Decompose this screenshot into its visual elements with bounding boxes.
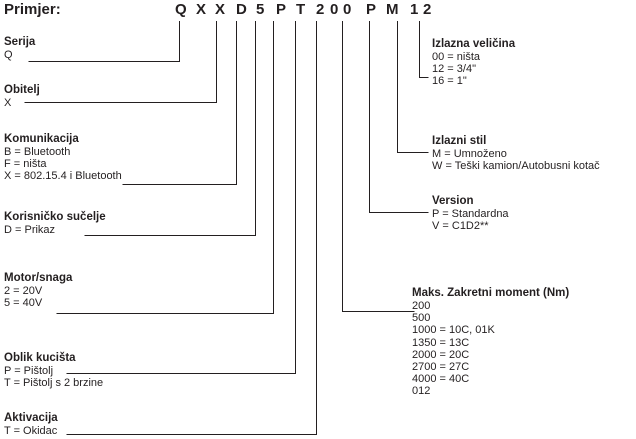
section-aktivacija-line: T = Okidac: [4, 425, 58, 437]
section-moment-line: 4000 = 40C: [412, 373, 470, 386]
section-komunikacija-line: B = Bluetooth: [4, 146, 71, 158]
section-izlazna-line: 00 = ništa: [432, 51, 481, 63]
section-aktivacija: [4, 412, 58, 437]
section-komunikacija-line: F = ništa: [4, 158, 47, 171]
code-char-t: T: [296, 1, 306, 18]
code-char-p2: P: [366, 1, 377, 18]
section-serija-line: Q: [4, 49, 13, 61]
example-heading: Primjer:: [4, 1, 61, 18]
code-char-p: P: [276, 1, 287, 18]
code-char-x1: X: [196, 1, 207, 18]
section-moment-line: 1000 = 10C, 01K: [412, 324, 495, 337]
line-serija: [29, 21, 180, 62]
section-obitelj: [4, 84, 40, 109]
section-obitelj-line: X: [4, 97, 12, 109]
section-moment-line: 500: [412, 312, 431, 325]
section-oblik-line: P = Pištolj: [4, 365, 54, 377]
section-komunikacija-title: Komunikacija: [4, 133, 79, 145]
section-serija: [4, 36, 35, 61]
section-stil: [432, 135, 600, 172]
section-aktivacija-title: Aktivacija: [4, 412, 58, 424]
code-char-2a: 2: [316, 1, 325, 18]
section-komunikacija-line: X = 802.15.4 i Bluetooth: [4, 170, 122, 183]
section-version: [432, 195, 509, 232]
section-motor-title: Motor/snaga: [4, 272, 73, 284]
section-moment-line: 012: [412, 385, 431, 398]
section-korisnicko-line: D = Prikaz: [4, 224, 56, 236]
code-char-2b: 2: [423, 1, 432, 18]
line-izlazna: [420, 21, 429, 78]
section-korisnicko: [4, 211, 106, 236]
section-izlazna-line: 12 = 3/4": [432, 63, 476, 76]
section-moment-title: Maks. Zakretni moment (Nm): [412, 287, 570, 299]
section-serija-title: Serija: [4, 36, 36, 48]
section-moment: [412, 287, 569, 398]
line-stil: [398, 21, 429, 153]
code-char-m: M: [386, 1, 399, 18]
line-moment: [343, 21, 415, 312]
code-char-0b: 0: [343, 1, 352, 18]
section-obitelj-title: Obitelj: [4, 84, 40, 96]
section-oblik-line: T = Pištolj s 2 brzine: [4, 377, 104, 390]
section-moment-line: 2000 = 20C: [412, 348, 470, 361]
section-izlazna: [432, 38, 515, 88]
section-oblik-title: Oblik kucišta: [4, 352, 76, 364]
section-version-line: P = Standardna: [432, 208, 509, 220]
section-stil-title: Izlazni stil: [432, 135, 487, 147]
section-oblik: [4, 352, 103, 389]
code-char-d: D: [236, 1, 247, 18]
section-korisnicko-title: Korisničko sučelje: [4, 211, 106, 223]
section-motor-line: 2 = 20V: [4, 285, 43, 297]
line-korisnicko: [85, 21, 256, 236]
section-izlazna-title: Izlazna veličina: [432, 38, 516, 50]
section-version-title: Version: [432, 195, 474, 207]
code-char-5: 5: [256, 1, 265, 18]
section-motor: [4, 272, 72, 309]
code-char-q: Q: [175, 1, 187, 18]
section-izlazna-line: 16 = 1": [432, 75, 467, 88]
section-moment-line: 1350 = 13C: [412, 336, 470, 349]
section-version-line: V = C1D2**: [432, 220, 489, 233]
section-komunikacija: [4, 133, 122, 183]
code-char-x2: X: [215, 1, 226, 18]
section-moment-line: 2700 = 27C: [412, 361, 470, 374]
code-char-1: 1: [410, 1, 419, 18]
line-oblik: [67, 21, 296, 374]
section-motor-line: 5 = 40V: [4, 297, 43, 310]
section-stil-line: W = Teški kamion/Autobusni kotač: [432, 160, 600, 173]
section-stil-line: M = Umnoženo: [432, 148, 507, 160]
section-moment-line: 200: [412, 300, 431, 312]
code-char-0a: 0: [330, 1, 339, 18]
